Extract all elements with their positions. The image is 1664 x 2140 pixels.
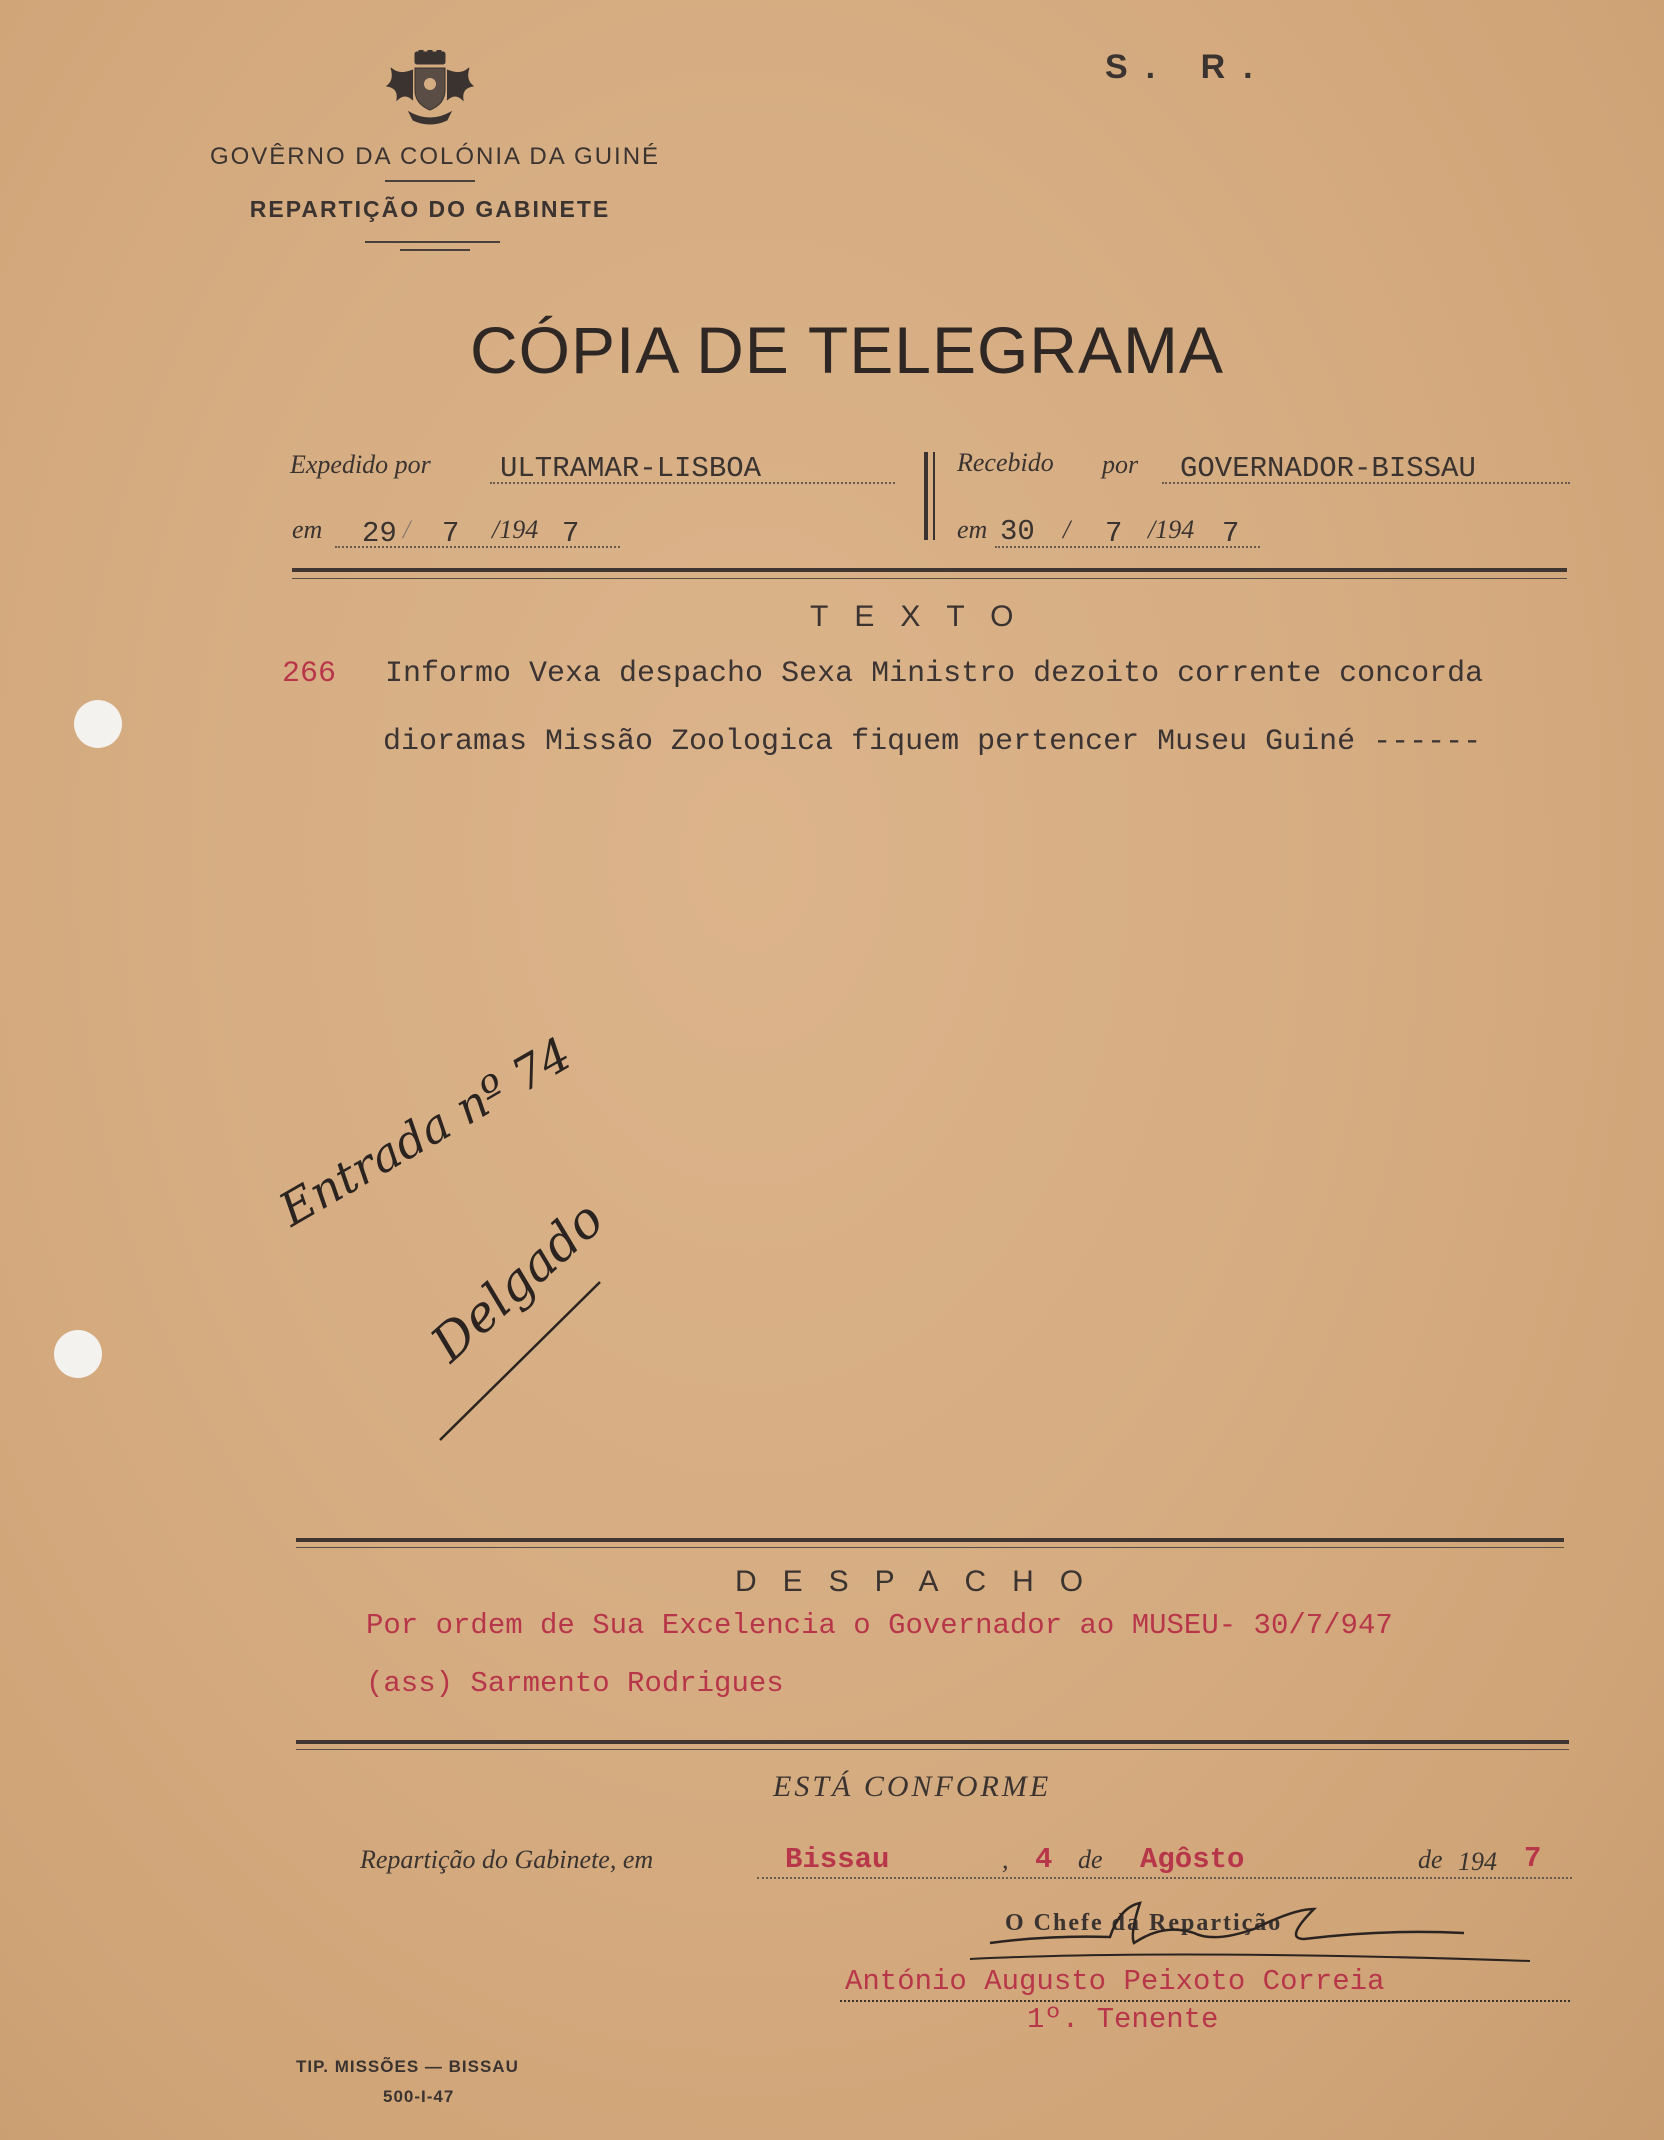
received-date-label: em xyxy=(957,515,988,544)
de-label-1: de xyxy=(1078,1845,1103,1874)
despacho-line-1: Por ordem de Sua Excelencia o Governador ao MUSEU- 30/7/947 xyxy=(366,1609,1393,1642)
section-rule xyxy=(296,1538,1564,1542)
telegram-text-line-2: dioramas Missão Zoologica fiquem pertencer Museu Guiné ------ xyxy=(383,725,1482,759)
signature-flourish xyxy=(430,1270,610,1450)
sent-date-label: em xyxy=(292,515,323,544)
signer-rank: 1º. Tenente xyxy=(1027,2003,1219,2036)
despacho-line-2: (ass) Sarmento Rodrigues xyxy=(366,1667,784,1700)
received-por-label: por xyxy=(1102,450,1139,479)
received-label: Recebido xyxy=(957,448,1054,477)
signature-line xyxy=(840,2000,1570,2002)
divider xyxy=(400,249,470,251)
day-value: 4 xyxy=(1035,1843,1053,1876)
entry-annotation: Entrada nº 74 xyxy=(270,1026,581,1237)
received-day: 30 xyxy=(1000,515,1035,548)
punch-hole-upper xyxy=(74,700,122,748)
sent-by-label: Expedido por xyxy=(290,450,431,479)
document-title: CÓPIA DE TELEGRAMA xyxy=(470,313,1224,387)
sent-year-digit: 7 xyxy=(562,517,580,550)
comma: , xyxy=(1002,1845,1009,1874)
section-rule xyxy=(296,1749,1569,1750)
date-separator: / xyxy=(1063,515,1071,544)
divider xyxy=(365,241,500,243)
department-name: REPARTIÇÃO DO GABINETE xyxy=(249,196,611,222)
received-by-value: GOVERNADOR-BISSAU xyxy=(1180,452,1476,485)
column-divider xyxy=(933,452,935,540)
dotted-line xyxy=(757,1877,1572,1879)
section-rule xyxy=(292,578,1567,579)
place-value: Bissau xyxy=(785,1843,890,1876)
chief-signature-scrawl xyxy=(960,1895,1540,1975)
year-digit: 7 xyxy=(1524,1842,1542,1875)
government-name: GOVÊRNO DA COLÓNIA DA GUINÉ xyxy=(209,143,661,170)
texto-heading: TEXTO xyxy=(810,600,1040,633)
sent-by-value: ULTRAMAR-LISBOA xyxy=(500,452,762,485)
sent-day: 29 xyxy=(362,517,397,550)
section-rule xyxy=(292,568,1567,572)
date-separator: / xyxy=(403,515,411,544)
chief-title: O Chefe da Repartição xyxy=(1005,1910,1283,1936)
despacho-heading: DESPACHO xyxy=(735,1565,1110,1598)
telegram-number: 266 xyxy=(282,657,337,691)
sent-month: 7 xyxy=(442,517,460,550)
section-rule xyxy=(296,1740,1569,1744)
column-divider xyxy=(924,452,928,540)
printer-line-1: TIP. MISSÕES — BISSAU xyxy=(296,2057,519,2076)
divider xyxy=(385,180,475,182)
conforme-heading: ESTÁ CONFORME xyxy=(773,1770,1052,1803)
sent-year-prefix: /194 xyxy=(492,515,539,544)
place-label: Repartição do Gabinete, em xyxy=(360,1845,654,1874)
received-year-digit: 7 xyxy=(1222,517,1240,550)
de-label-2: de xyxy=(1418,1845,1443,1874)
month-value: Agôsto xyxy=(1140,1843,1245,1876)
year-prefix: 194 xyxy=(1458,1847,1497,1876)
telegram-text-line-1: Informo Vexa despacho Sexa Ministro dezoito corrente concorda xyxy=(385,657,1484,691)
punch-hole-lower xyxy=(54,1330,102,1378)
received-year-prefix: /194 xyxy=(1148,515,1195,544)
handwritten-signature: Delgado xyxy=(420,1189,615,1374)
received-month: 7 xyxy=(1105,517,1123,550)
security-mark: S. R. xyxy=(1105,48,1271,86)
coat-of-arms-icon xyxy=(385,50,475,130)
printer-line-2: 500-I-47 xyxy=(383,2087,455,2106)
section-rule xyxy=(296,1547,1564,1548)
signer-name: António Augusto Peixoto Correia xyxy=(845,1965,1385,1998)
